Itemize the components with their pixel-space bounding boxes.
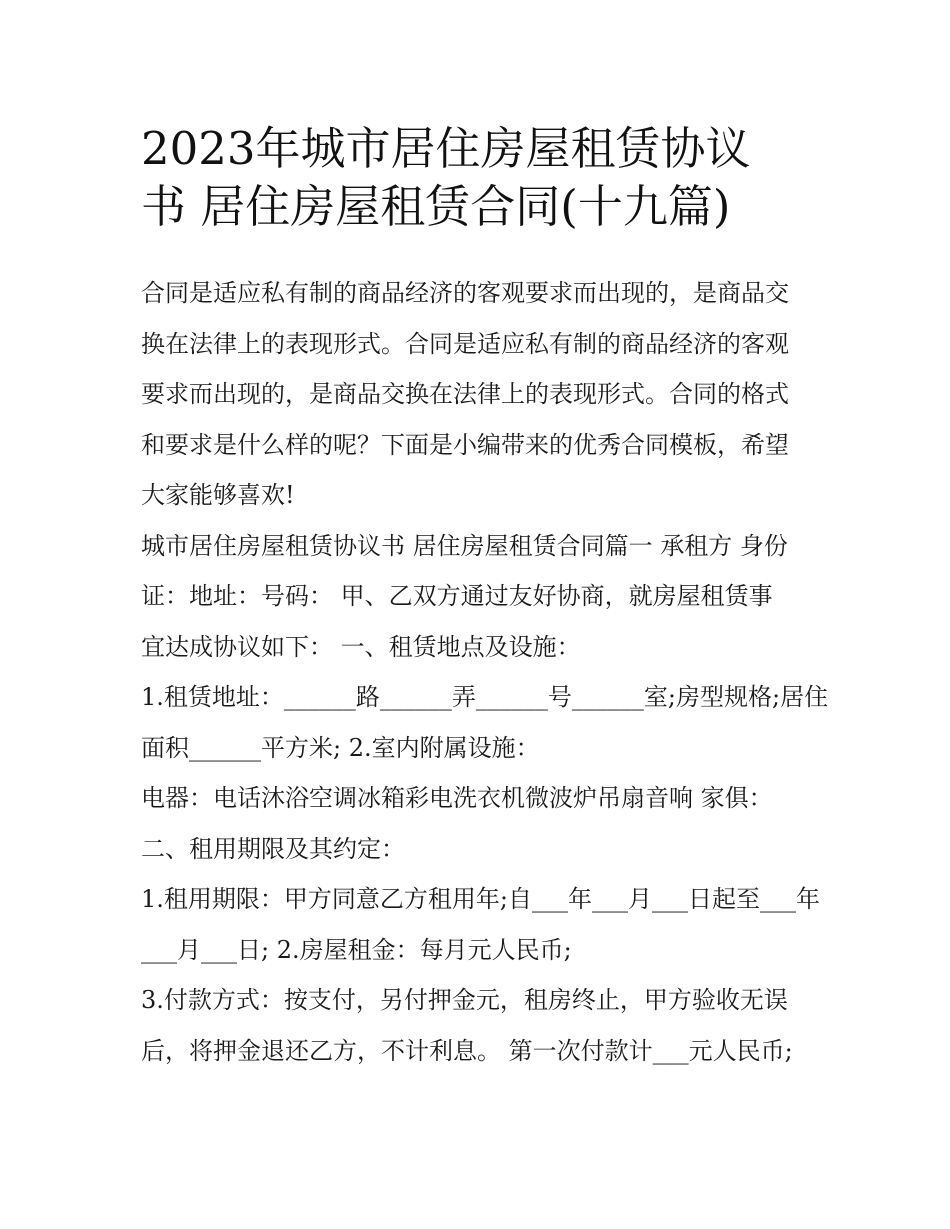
lease-address-paragraph xyxy=(141,672,829,773)
text-line: 大家能够喜欢! xyxy=(141,481,295,509)
text-line: 电器：电话沐浴空调冰箱彩电洗衣机微波炉吊扇音响 家俱： xyxy=(141,784,773,812)
text-line: 1.租赁地址：______路______弄______号______室;房型规格;居住 xyxy=(141,683,829,711)
text-line: ___月___日; 2.房屋租金：每月元人民币; xyxy=(141,935,572,964)
text-line: 城市居住房屋租赁协议书 居住房屋租赁合同篇一 承租方 身份 xyxy=(141,531,788,560)
contract-parties-paragraph xyxy=(141,521,816,673)
text-line: 合同是适应私有制的商品经济的客观要求而出现的，是商品交 xyxy=(141,279,789,307)
text-line: 换在法律上的表现形式。合同是适应私有制的商品经济的客观 xyxy=(141,329,789,358)
document-content xyxy=(141,120,829,1076)
text-line: 二、租用期限及其约定： xyxy=(141,834,405,863)
title-line: 书 居住房屋租赁合同(十九篇) xyxy=(141,180,731,233)
document-title xyxy=(141,120,816,236)
text-line: 1.租用期限：甲方同意乙方租用年;自___年___月___日起至___年 xyxy=(141,885,820,913)
document-body xyxy=(141,268,829,1076)
text-line: 宜达成协议如下： 一、租赁地点及设施： xyxy=(141,632,581,661)
text-line: 要求而出现的，是商品交换在法律上的表现形式。合同的格式 xyxy=(141,380,789,408)
text-line: 证：地址：号码： 甲、乙双方通过友好协商，就房屋租赁事 xyxy=(141,582,773,610)
appliances-paragraph xyxy=(141,773,816,824)
intro-paragraph xyxy=(141,268,816,521)
text-line: 后，将押金退还乙方，不计利息。 第一次付款计___元人民币; xyxy=(141,1036,793,1065)
section-heading-term xyxy=(141,824,816,875)
text-line: 和要求是什么样的呢？下面是小编带来的优秀合同模板，希望 xyxy=(141,430,789,459)
lease-term-paragraph xyxy=(141,874,820,975)
text-line: 3.付款方式：按支付，另付押金元，租房终止，甲方验收无误 xyxy=(141,986,788,1014)
title-line: 2023年城市居住房屋租赁协议 xyxy=(141,122,751,175)
text-line: 面积______平方米; 2.室内附属设施： xyxy=(141,733,540,762)
payment-paragraph xyxy=(141,975,816,1076)
